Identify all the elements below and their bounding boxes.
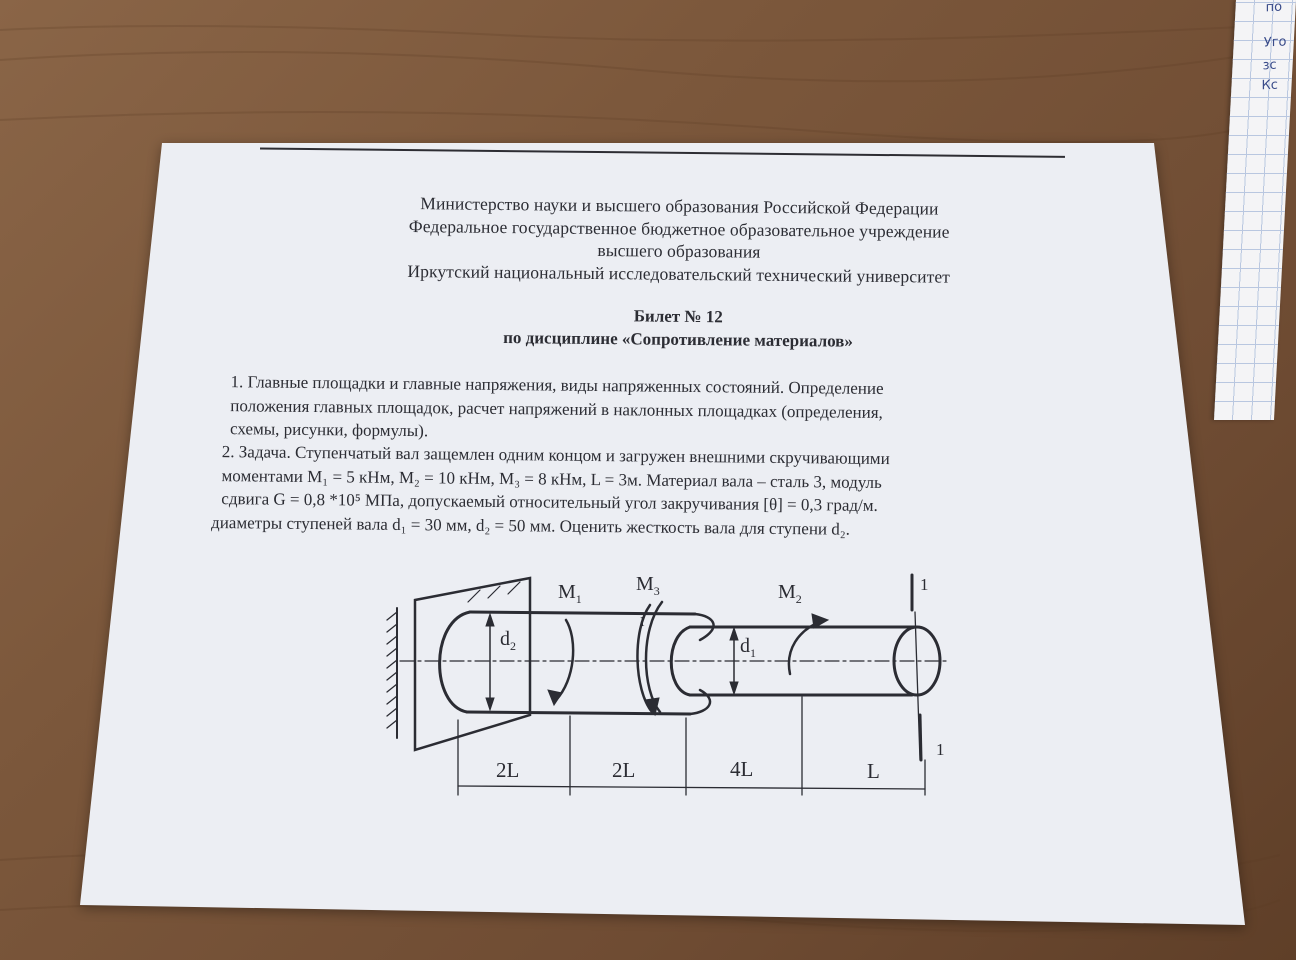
label-dim-l: L xyxy=(867,759,880,783)
label-m1: $M_1$ xyxy=(558,581,582,606)
institution-type: Федеральное государственное бюджетное образовательное учреждение xyxy=(408,215,950,242)
question-2-line: сдвига G = 0,8 *10⁵ МПа, допускаемый относительный угол закручивания [θ] = 0,3 град/м. xyxy=(221,489,878,515)
question-2-line: моментами M₁ = 5 кНм, M₂ = 10 кНм, M₃ = 8 кНм, L = 3м. Материал вала – сталь 3, модуль xyxy=(221,465,882,492)
notebook-text-line: по xyxy=(1265,0,1283,16)
question-2-line: диаметры ступеней вала d₁ = 30 мм, d₂ = 50 мм. Оценить жесткость вала для ступени d₂. xyxy=(211,512,851,539)
discipline-name: по дисциплине «Сопротивление материалов» xyxy=(503,328,854,351)
notebook-text-line: зс xyxy=(1262,57,1277,74)
label-d2: $d_2$ xyxy=(500,628,516,653)
label-d1: $d_1$ xyxy=(740,635,756,660)
question-1-line: схемы, рисунки, формулы). xyxy=(229,419,429,441)
label-section-top: 1 xyxy=(920,575,929,594)
torque-m2-arrow xyxy=(789,614,828,674)
label-m3: $M_3$ xyxy=(636,573,660,598)
ticket-number: Билет № 12 xyxy=(633,306,723,327)
label-dim-4l: 4L xyxy=(730,757,754,781)
label-section-bottom: 1 xyxy=(936,740,945,759)
question-1-line: положения главных площадок, расчет напряжений в наклонных площадках (определения, xyxy=(230,395,883,422)
notebook-text-line: Кс xyxy=(1261,77,1278,94)
ministry-name: Министерство науки и высшего образования Российской Федерации xyxy=(420,193,939,219)
text-cursor-mark: I xyxy=(640,615,645,630)
label-dim-2l-first: 2L xyxy=(496,758,520,782)
institution-type-2: высшего образования xyxy=(597,240,761,262)
section-line-1-1 xyxy=(912,575,921,760)
notebook-text-line: Уго xyxy=(1263,34,1287,51)
label-dim-2l-second: 2L xyxy=(612,758,636,782)
question-1-line: 1. Главные площадки и главные напряжения, виды напряженных состояний. Определение xyxy=(230,372,884,399)
university-name: Иркутский национальный исследовательский технический университет xyxy=(407,260,951,287)
torque-m1-arrow xyxy=(548,620,573,705)
diameter-d2-dimension xyxy=(486,614,494,710)
label-m2: $M_2$ xyxy=(778,581,802,606)
question-2-line: 2. Задача. Ступенчатый вал защемлен одним концом и загружен внешними скручивающими xyxy=(221,442,890,469)
